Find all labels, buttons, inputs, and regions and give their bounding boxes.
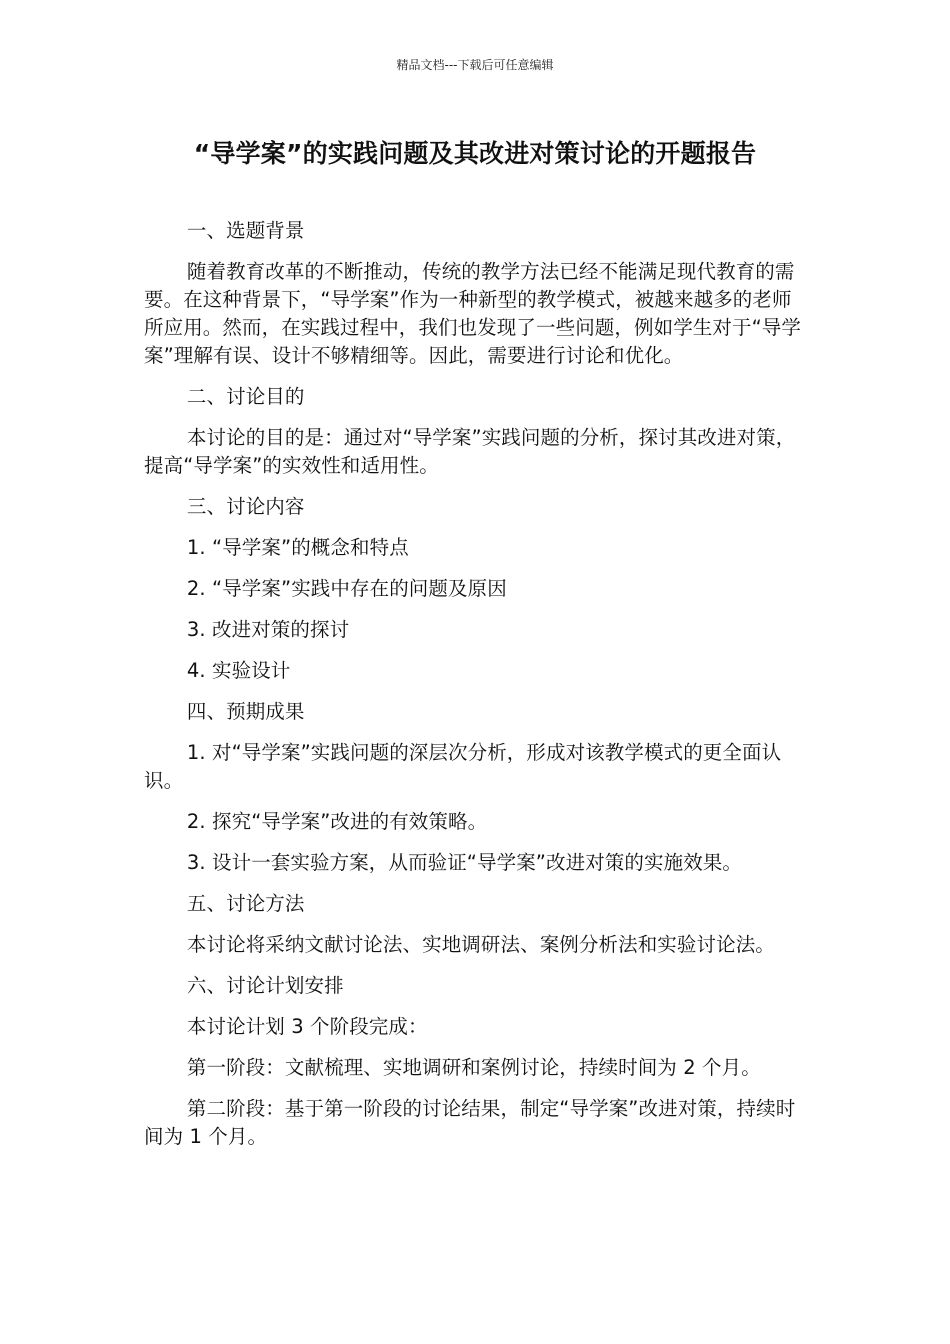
document-title: “导学案”的实践问题及其改进对策讨论的开题报告 (193, 139, 757, 168)
section-heading-background: 一、选题背景 (186, 219, 305, 242)
list-item-outcome-1: 1. 对“导学案”实践问题的深层次分析，形成对该教学模式的更全面认识。 (144, 741, 782, 792)
list-item-content-2: 2. “导学案”实践中存在的问题及原因 (186, 577, 507, 600)
list-item-content-1: 1. “导学案”的概念和特点 (186, 536, 409, 559)
section-heading-content: 三、讨论内容 (186, 495, 305, 518)
list-item-outcome-2: 2. 探究“导学案”改进的有效策略。 (186, 810, 488, 833)
document-body (144, 217, 806, 1164)
paragraph-schedule-phase-2: 第二阶段：基于第一阶段的讨论结果，制定“导学案”改进对策，持续时间为 1 个月。 (144, 1097, 796, 1148)
list-item-content-3: 3. 改进对策的探讨 (186, 618, 350, 641)
paragraph-schedule-phase-1: 第一阶段：文献梳理、实地调研和案例讨论，持续时间为 2 个月。 (186, 1056, 761, 1079)
section-heading-schedule: 六、讨论计划安排 (186, 974, 344, 997)
list-item-outcome-3: 3. 设计一套实验方案，从而验证“导学案”改进对策的实施效果。 (186, 851, 742, 874)
paragraph-schedule-intro: 本讨论计划 3 个阶段完成： (186, 1015, 428, 1038)
paragraph-purpose: 本讨论的目的是：通过对“导学案”实践问题的分析，探讨其改进对策，提高“导学案”的实效性和适用性。 (144, 426, 796, 477)
section-heading-purpose: 二、讨论目的 (186, 385, 305, 408)
list-item-content-4: 4. 实验设计 (186, 659, 291, 682)
section-heading-outcomes: 四、预期成果 (186, 700, 305, 723)
section-heading-methods: 五、讨论方法 (186, 892, 305, 915)
page-header: 精品文档---下载后可任意编辑 (396, 58, 554, 72)
paragraph-methods: 本讨论将采纳文献讨论法、实地调研法、案例分析法和实验讨论法。 (186, 933, 775, 956)
paragraph-background: 随着教育改革的不断推动，传统的教学方法已经不能满足现代教育的需要。在这种背景下，“导学案”作为一种新型的教学模式，被越来越多的老师所应用。然而，在实践过程中，我们也发现了一些问题，例如学生对于“导学案”理解有误、设计不够精细等。因此，需要进行讨论和优化。 (144, 260, 802, 367)
